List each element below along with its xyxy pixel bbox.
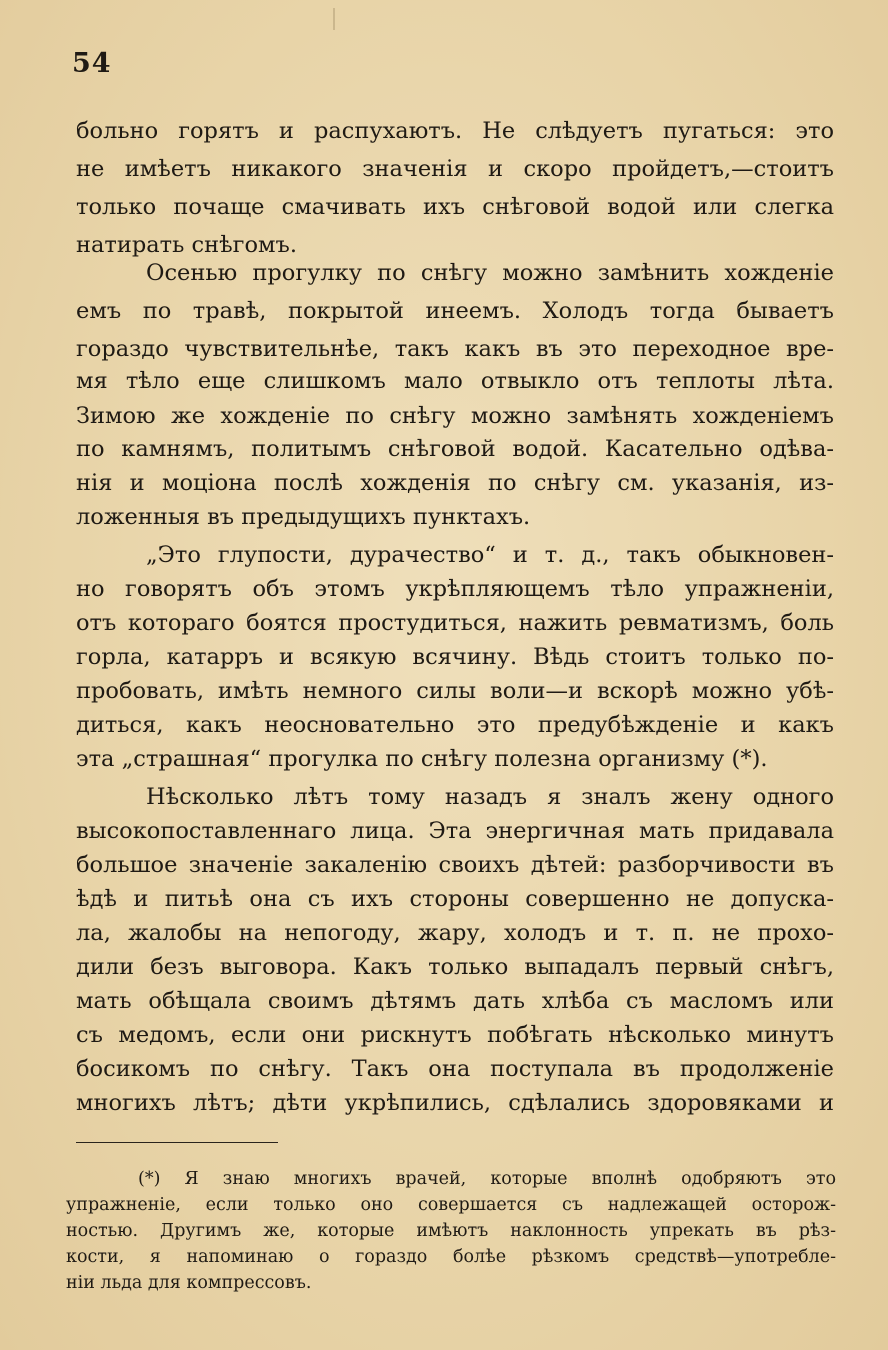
text-line: по камнямъ, политымъ снѣговой водой. Касательно одѣва- <box>76 436 834 462</box>
text-line: ложенныя въ предыдущихъ пунктахъ. <box>76 504 531 530</box>
text-line: Нѣсколько лѣтъ тому назадъ я зналъ жену одного <box>146 784 834 810</box>
print-mark <box>333 8 335 30</box>
text-line: многихъ лѣтъ; дѣти укрѣпились, сдѣлались здоровяками и <box>76 1090 834 1116</box>
text-line: мя тѣло еще слишкомъ мало отвыкло отъ теплоты лѣта. <box>76 368 834 394</box>
text-line: Зимою же хожденіе по снѣгу можно замѣнять хожденіемъ <box>76 403 834 429</box>
footnote-line: (*) Я знаю многихъ врачей, которые вполнѣ одобряютъ это <box>138 1169 836 1189</box>
text-line: пробовать, имѣть немного силы воли—и вскорѣ можно убѣ- <box>76 678 834 704</box>
page-number: 54 <box>72 48 112 79</box>
text-line: горла, катарръ и всякую всячину. Вѣдь стоитъ только по- <box>76 644 834 670</box>
text-line: но говорятъ объ этомъ укрѣпляющемъ тѣло упражненіи, <box>76 576 834 602</box>
text-line: мать обѣщала своимъ дѣтямъ дать хлѣба съ масломъ или <box>76 988 834 1014</box>
text-line: ѣдѣ и питьѣ она съ ихъ стороны совершенно не допуска- <box>76 886 834 912</box>
text-line: только почаще смачивать ихъ снѣговой водой или слегка <box>76 194 834 220</box>
footnote-line: кости, я напоминаю о гораздо болѣе рѣзкомъ средствѣ—употребле- <box>66 1247 836 1267</box>
text-line: ла, жалобы на непогоду, жару, холодъ и т. п. не прохо- <box>76 920 834 946</box>
text-line: большое значеніе закаленію своихъ дѣтей: разборчивости въ <box>76 852 834 878</box>
footnote-line: ностью. Другимъ же, которые имѣютъ наклонность упрекать въ рѣз- <box>66 1221 836 1241</box>
text-line: „Это глупости, дурачество“ и т. д., такъ обыкновен- <box>146 542 834 568</box>
text-line: больно горятъ и распухаютъ. Не слѣдуетъ пугаться: это <box>76 118 834 144</box>
footnote-line: упражненіе, если только оно совершается съ надлежащей осторож- <box>66 1195 836 1215</box>
text-line: гораздо чувствительнѣе, такъ какъ въ это переходное вре- <box>76 336 834 362</box>
text-line: диться, какъ неосновательно это предубѣжденіе и какъ <box>76 712 834 738</box>
text-line: эта „страшная“ прогулка по снѣгу полезна организму (*). <box>76 746 768 772</box>
text-line: не имѣетъ никакого значенія и скоро пройдетъ,—стоитъ <box>76 156 834 182</box>
text-line: босикомъ по снѣгу. Такъ она поступала въ продолженіе <box>76 1056 834 1082</box>
text-line: съ медомъ, если они рискнутъ побѣгать нѣсколько минутъ <box>76 1022 834 1048</box>
text-line: нія и моціона послѣ хожденія по снѣгу см. указанія, из- <box>76 470 834 496</box>
text-line: емъ по травѣ, покрытой инеемъ. Холодъ тогда бываетъ <box>76 298 834 324</box>
text-line: отъ котораго боятся простудиться, нажить ревматизмъ, боль <box>76 610 834 636</box>
text-line: дили безъ выговора. Какъ только выпадалъ первый снѣгъ, <box>76 954 834 980</box>
text-line: натирать снѣгомъ. <box>76 232 297 258</box>
text-line: высокопоставленнаго лица. Эта энергичная мать придавала <box>76 818 834 844</box>
footnote-line: ніи льда для компрессовъ. <box>66 1273 312 1293</box>
text-line: Осенью прогулку по снѣгу можно замѣнить хожденіе <box>146 260 834 286</box>
footnote-divider <box>76 1142 278 1143</box>
